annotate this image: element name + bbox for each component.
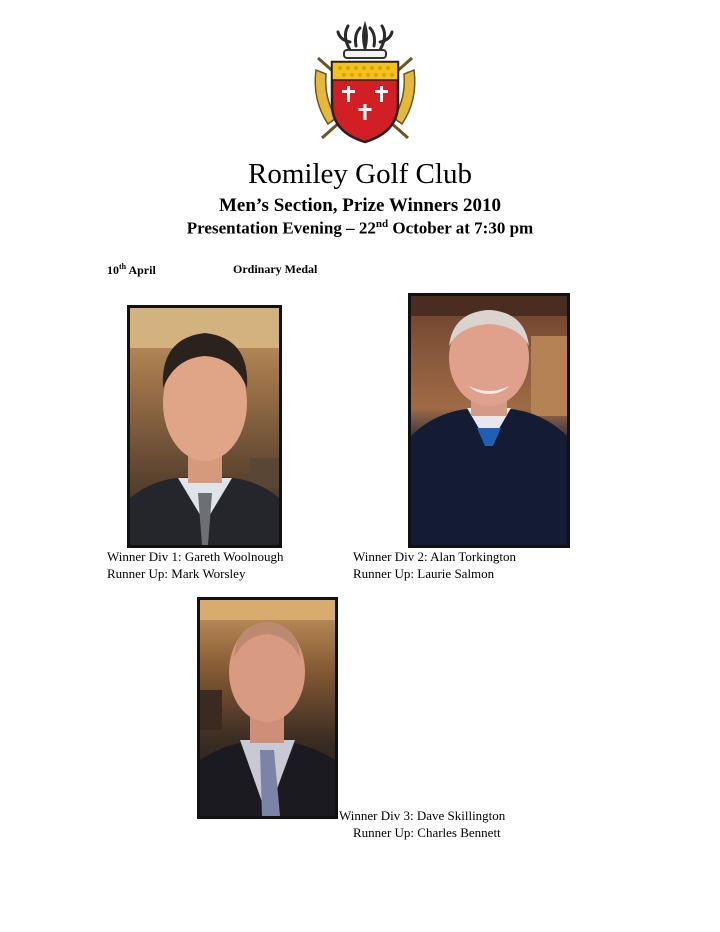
club-crest-logo <box>310 20 420 148</box>
winner-div2-caption: Winner Div 2: Alan Torkington <box>353 549 516 564</box>
event-date-day: 10 <box>107 263 119 277</box>
runner-up-div1-caption: Runner Up: Mark Worsley <box>107 566 246 581</box>
event-name: Ordinary Medal <box>233 262 318 276</box>
event-date-superscript: th <box>119 262 127 271</box>
presentation-prefix: Presentation Evening – 22 <box>186 218 376 238</box>
presentation-superscript: nd <box>375 218 389 230</box>
section-title: Men’s Section, Prize Winners 2010 <box>219 195 501 216</box>
presentation-evening-line <box>0 218 720 239</box>
winner-div3-photo <box>197 597 338 819</box>
winner-div1-photo <box>127 305 282 548</box>
winner-div1-caption: Winner Div 1: Gareth Woolnough <box>107 549 284 564</box>
club-name-heading: Romiley Golf Club <box>248 158 472 190</box>
presentation-suffix: October at 7:30 pm <box>388 218 534 238</box>
winner-div3-caption: Winner Div 3: Dave Skillington <box>339 808 506 823</box>
runner-up-div2-caption: Runner Up: Laurie Salmon <box>353 566 495 581</box>
event-date <box>107 262 156 278</box>
runner-up-div3-caption: Runner Up: Charles Bennett <box>353 825 501 840</box>
event-date-month: April <box>126 263 156 277</box>
winner-div2-photo <box>408 293 570 548</box>
